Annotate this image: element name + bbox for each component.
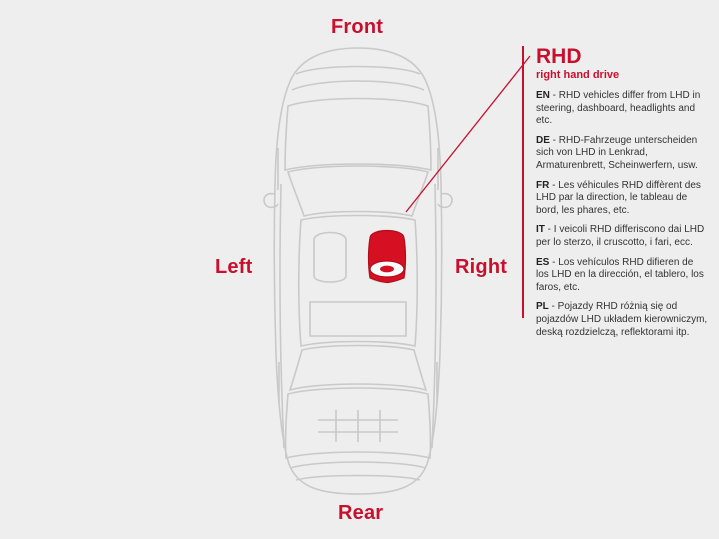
language-code-pl: PL [536,301,549,313]
language-code-de: DE [536,134,550,146]
description-entry-es [536,257,708,295]
description-text-fr: - Les véhicules RHD diffèrent des LHD par la direction, le tableau de bord, les phares, etc. [536,179,701,216]
description-text-pl: - Pojazdy RHD różnią się od pojazdów LHD układem kierowniczym, deską rozdzielczą, reflektorami itp. [536,301,708,338]
description-entry-de [536,135,708,173]
panel-title: RHD [536,45,582,68]
language-code-en: EN [536,90,550,101]
rhd-info-panel [522,45,708,338]
description-text-de: - RHD-Fahrzeuge unterscheiden sich von LHD in Lenkrad, Armaturenbrett, Scheinwerfern, usw. [536,134,698,171]
direction-label-right: Right [455,256,508,278]
car-top-view-illustration [248,44,468,496]
description-entry-fr [536,180,708,218]
description-entry-pl [536,301,708,339]
language-code-es: ES [536,256,550,268]
direction-label-left: Left [215,256,253,278]
description-text-es: - Los vehículos RHD difieren de los LHD en la dirección, el tablero, los faros, etc. [536,256,704,293]
description-entry-it [536,224,708,249]
description-text-en: - RHD vehicles differ from LHD in steering, dashboard, headlights and etc. [536,90,701,127]
description-entry-en [536,90,708,128]
language-code-it: IT [536,224,545,236]
language-code-fr: FR [536,179,550,191]
panel-subtitle: right hand drive [536,69,620,81]
direction-label-rear: Rear [338,502,384,524]
description-text-it: - I veicoli RHD differiscono dai LHD per lo sterzo, il cruscotto, i fari, ecc. [536,224,705,248]
direction-label-front: Front [331,16,384,38]
driver-position-highlight [369,231,406,283]
